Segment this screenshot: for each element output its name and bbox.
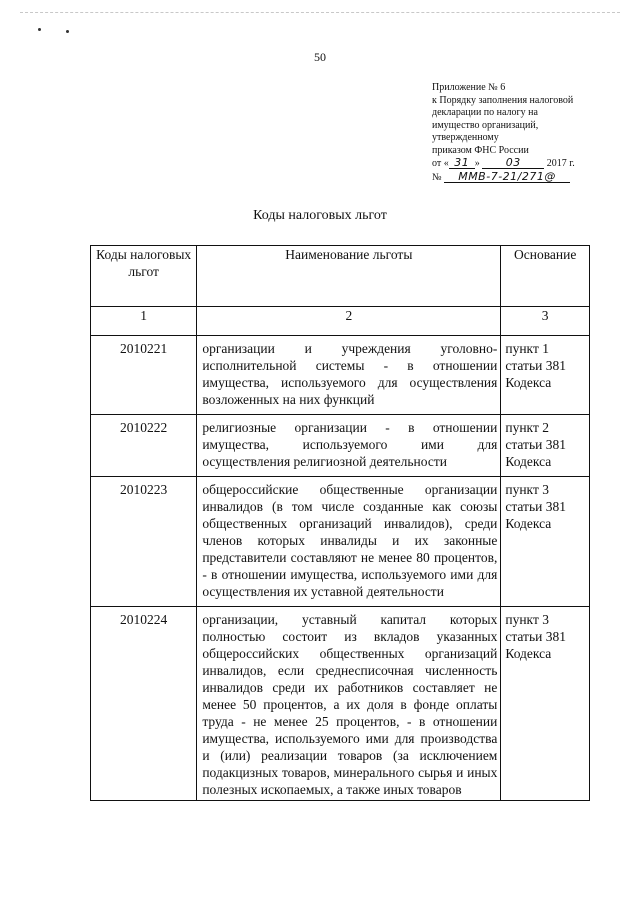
date-day: 31: [449, 157, 475, 169]
appendix-line: декларации по налогу на: [432, 107, 538, 118]
scan-artifact-line: [20, 12, 620, 13]
column-number: 1: [91, 307, 197, 336]
table-header-row: [91, 246, 590, 307]
table-row: [91, 336, 590, 415]
benefit-basis: пункт 2 статьи 381 Кодекса: [501, 415, 590, 477]
appendix-number: [432, 171, 632, 185]
table-row: [91, 415, 590, 477]
page-number: 50: [314, 50, 326, 64]
appendix-line: Приложение № 6: [432, 82, 506, 93]
appendix-line: имущество организаций,: [432, 119, 539, 131]
benefit-basis: пункт 3 статьи 381 Кодекса: [501, 607, 590, 801]
column-number: 3: [501, 307, 590, 336]
header-benefit-name: Наименование льготы: [197, 246, 501, 307]
header-codes: Коды налоговых льгот: [91, 246, 197, 307]
header-basis: Основание: [501, 246, 590, 307]
scan-artifact-dot: [38, 28, 41, 31]
scan-artifact-dot: [66, 30, 69, 33]
benefit-basis: пункт 3 статьи 381 Кодекса: [501, 477, 590, 607]
benefit-name: религиозные организации - в отношении имущества, используемого ими для осуществления религиозной деятельности: [197, 415, 501, 477]
date-prefix: от «: [432, 158, 449, 169]
appendix-line: утвержденному: [432, 132, 499, 143]
appendix-line: приказом ФНС России: [432, 144, 529, 156]
benefit-name: организации и учреждения уголовно-исполнительной системы - в отношении имущества, используемого для осуществления возложенных на них функций: [197, 336, 501, 415]
column-number: 2: [197, 307, 501, 336]
benefit-name: общероссийские общественные организации инвалидов (в том числе созданные как союзы общественных организаций инвалидов), среди членов которых инвалиды и их законные представители составляют не менее 80 процентов, - в отношении имущества, используемого ими для осуществления их уставной деятельности: [197, 477, 501, 607]
appendix-line: к Порядку заполнения налоговой: [432, 94, 574, 106]
date-year: 2017 г.: [546, 158, 575, 169]
number-prefix: №: [432, 171, 442, 183]
benefit-code: 2010222: [91, 415, 197, 477]
benefit-code: 2010224: [91, 607, 197, 801]
table-row: [91, 477, 590, 607]
date-mid: »: [474, 158, 480, 169]
date-month: 03: [482, 157, 544, 169]
column-number-row: [91, 307, 590, 336]
tax-benefits-table: [90, 245, 590, 801]
appendix-date: [432, 157, 632, 171]
benefit-code: 2010223: [91, 477, 197, 607]
number-value: ММВ-7-21/271@: [444, 171, 570, 183]
benefit-basis: пункт 1 статьи 381 Кодекса: [501, 336, 590, 415]
document-title: Коды налоговых льгот: [253, 208, 387, 223]
appendix-block: [432, 82, 632, 184]
benefit-code: 2010221: [91, 336, 197, 415]
table-row: [91, 607, 590, 801]
benefit-name: организации, уставный капитал которых полностью состоит из вкладов указанных общероссийских общественных организаций инвалидов, если среднесписочная численность инвалидов среди их работников составляет не менее 50 процентов, а их доля в фонде оплаты труда - не менее 25 процентов, - в отношении имущества, используемого ими для производства и (или) реализации товаров (за исключением подакцизных товаров, минерального сырья и иных полезных ископаемых, а также иных товаров: [197, 607, 501, 801]
